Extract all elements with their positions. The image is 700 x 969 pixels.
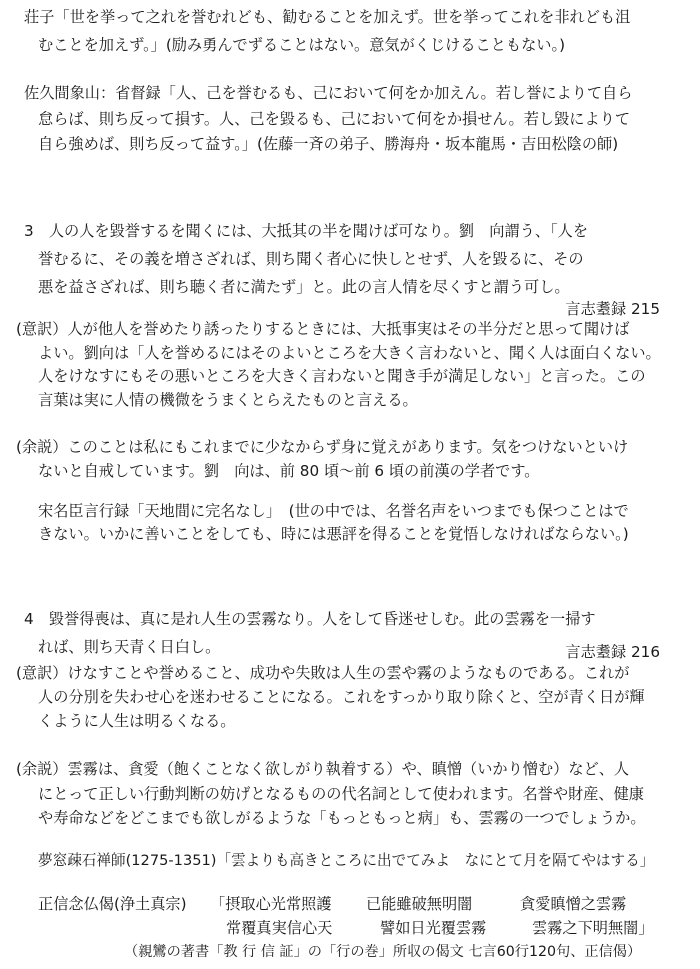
item-3-quote-line-1: 宋名臣言行録「天地間に完名なし」 (世の中では、名誉名声をいつまでも保つことはで: [38, 502, 629, 520]
item-4-reference: 言志耋録 216: [565, 643, 660, 661]
quote-soshi-line-2: むことを加えず。」(励み勇んでずることはない。意気がくじけることもない。): [38, 36, 565, 54]
item-3-reference: 言志耋録 215: [565, 300, 660, 318]
item-4-text-line-1: 4 毀誉得喪は、真に是れ人生の雲霧なり。人をして昏迷せしむ。此の雲霧を一掃す: [24, 610, 596, 628]
shoshinge-row-2-phrase-2: 譬如日光覆雲霧: [380, 919, 487, 937]
item-3-text-line-2: 誉むるに、その義を増さざれば、則ち聞く者心に快しとせず、人を毀るに、その: [38, 250, 584, 268]
item-4-text-line-2: れば、則ち天青く日白し。: [38, 638, 221, 656]
shoshinge-row-2-phrase-1: 常覆真実信心天: [226, 919, 333, 937]
shoshinge-row-1-phrase-3: 貪愛瞋憎之雲霧: [520, 895, 627, 913]
item-3-quote-line-2: きない。いかに善いことをしても、時には悪評を得ることを覚悟しなければならない。): [38, 525, 629, 543]
item-4-comment-line-3: や寿命などをどこまでも欲しがるような「もっともっと病」も、雲霧の一つでしょうか。: [38, 809, 646, 827]
quote-sakuma-line-3: 自ら強めば、則ち反って益す。」(佐藤一斉の弟子、勝海舟・坂本龍馬・吉田松陰の師): [38, 135, 619, 153]
muso-soseki-quote: 夢窓疎石禅師(1275-1351)「雲よりも高きところに出でてみよ なにとて月を隔てやはする」: [38, 852, 655, 869]
quote-soshi-line-1: 荘子「世を挙って之れを誉むれども、勧むることを加えず。世を挙ってこれを非れども沮: [24, 8, 631, 26]
shoshinge-author: 正信念仏偈(浄土真宗): [38, 895, 187, 913]
item-3-text-line-1: 3 人の人を毀誉するを聞くには、大抵其の半を聞けば可なり。劉 向謂う、「人を: [24, 222, 589, 240]
quote-sakuma-line-1: 佐久間象山：省督録「人、己を誉むるも、己において何をか加えん。若し誉によりて自ら: [24, 84, 633, 102]
shoshinge-row-2-phrase-3: 雲霧之下明無闇」: [532, 919, 654, 937]
item-4-comment-line-2: にとって正しい行動判断の妨げとなるものの代名詞として使われます。名誉や財産、健康: [38, 785, 644, 803]
item-3-translation-line-3: 人をけなすにもその悪いところを大きく言わないと聞き手が満足しない」と言った。この: [38, 367, 646, 385]
item-3-translation-line-4: 言葉は実に人情の機微をうまくとらえたものと言える。: [38, 391, 418, 409]
item-4-comment-line-1: (余説）雲霧は、貪愛（飽くことなく欲しがり執着する）や、瞋憎（いかり憎む）など、人: [16, 760, 630, 778]
item-4-translation-line-1: (意訳）けなすことや誉めること、成功や失敗は人生の雲や霧のようなものである。これが: [16, 664, 630, 682]
item-3-comment-line-1: (余説）このことは私にもこれまでに少なからず身に覚えがあります。気をつけないといけ: [16, 438, 629, 456]
item-3-translation-line-1: (意訳）人が他人を誉めたり誘ったりするときには、大抵事実はその半分だと思って聞けば: [16, 320, 630, 338]
item-4-translation-line-3: くように人生は明るくなる。: [38, 712, 236, 730]
shoshinge-row-1-phrase-1: 「摂取心光常照護: [210, 895, 332, 913]
item-3-comment-line-2: ないと自戒しています。劉 向は、前 80 頃～前 6 頃の前漢の学者です。: [38, 462, 540, 480]
item-3-text-line-3: 悪を益さざれば、則ち聴く者に満たず」と。此の言人情を尽くすと謂う可し。: [38, 278, 570, 296]
shoshinge-note: （親鸞の著書「教 行 信 証」の「行の巻」所収の偈文 七言60行120句、正信偈）: [124, 944, 642, 960]
item-4-translation-line-2: 人の分別を失わせ心を迷わせることになる。これをすっかり取り除くと、空が青く日が輝: [38, 688, 645, 706]
quote-sakuma-line-2: 怠らば、則ち反って損す。人、己を毀るも、己において何をか損せん。若し毀によりて: [38, 110, 631, 128]
shoshinge-row-1-phrase-2: 已能雖破無明闇: [366, 895, 473, 913]
item-3-translation-line-2: よい。劉向は「人を誉めるにはそのよいところを大きく言わないと、聞く人は面白くない。: [38, 344, 661, 362]
